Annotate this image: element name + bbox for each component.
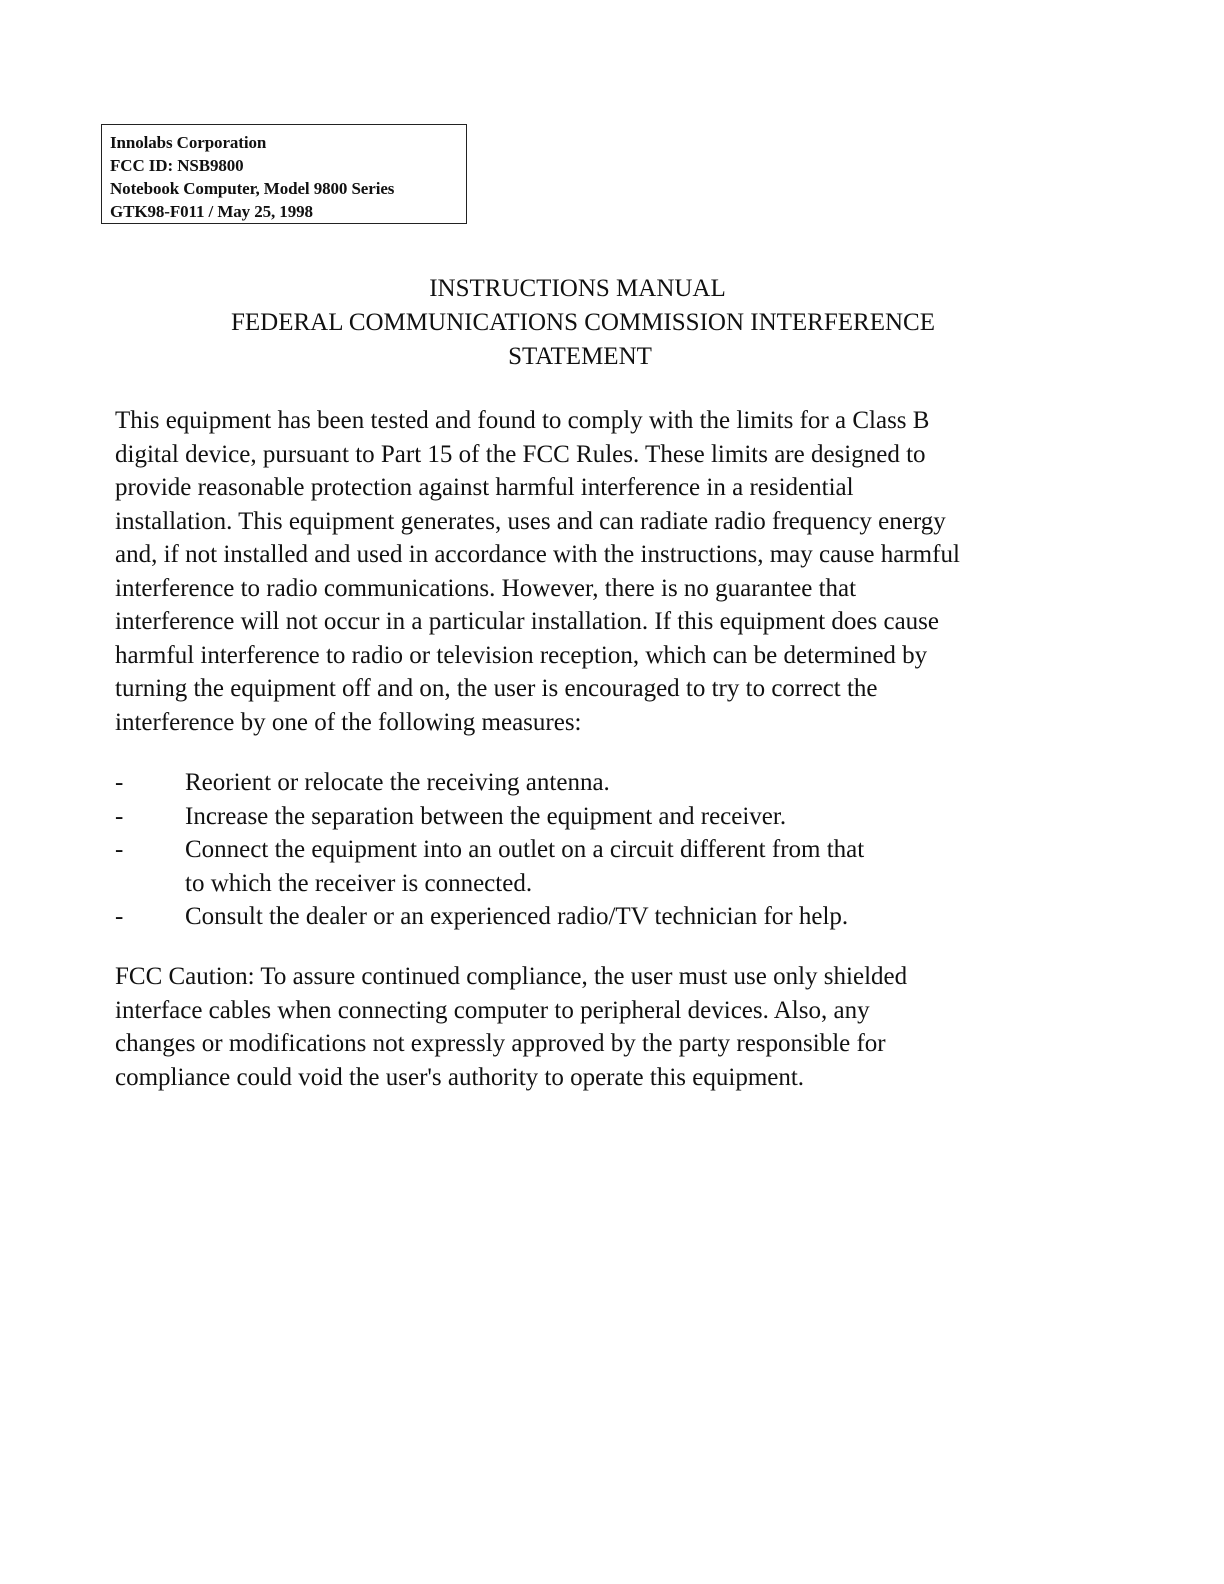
bullet-dash: - bbox=[115, 836, 124, 863]
fcc-id: FCC ID: NSB9800 bbox=[110, 156, 244, 175]
list-item bbox=[115, 800, 1035, 834]
paragraph-line: interference will not occur in a particular installation. If this equipment does cause bbox=[115, 608, 940, 635]
product-model: Notebook Computer, Model 9800 Series bbox=[110, 179, 395, 198]
paragraph-line: interference to radio communications. However, there is no guarantee that bbox=[115, 574, 857, 602]
paragraph-line: changes or modifications not expressly approved by the party responsible for bbox=[115, 1030, 886, 1057]
list-item bbox=[115, 766, 1035, 800]
paragraph-line: This equipment has been tested and found to comply with the limits for a Class B bbox=[115, 407, 930, 434]
paragraph-line: compliance could void the user's authority to operate this equipment. bbox=[115, 1063, 805, 1091]
list-item-text: Consult the dealer or an experienced radio/TV technician for help. bbox=[185, 903, 849, 930]
document-id-box bbox=[101, 124, 467, 224]
list-item bbox=[115, 900, 1035, 934]
paragraph-line: harmful interference to radio or television reception, which can be determined by bbox=[115, 641, 928, 669]
list-item-text: Connect the equipment into an outlet on a circuit different from that bbox=[185, 836, 865, 863]
paragraph-line: digital device, pursuant to Part 15 of the FCC Rules. These limits are designed to bbox=[115, 440, 926, 468]
interference-statement-paragraph bbox=[115, 404, 1035, 739]
paragraph-line: FCC Caution: To assure continued compliance, the user must use only shielded bbox=[115, 963, 908, 990]
list-item-text: Increase the separation between the equipment and receiver. bbox=[185, 802, 787, 830]
paragraph-line: interface cables when connecting computer to peripheral devices. Also, any bbox=[115, 996, 870, 1024]
document-title: INSTRUCTIONS MANUAL bbox=[429, 275, 726, 302]
list-item bbox=[115, 833, 1035, 900]
bullet-dash: - bbox=[115, 903, 124, 930]
measures-list bbox=[115, 766, 1035, 934]
bullet-dash: - bbox=[115, 802, 124, 830]
document-subtitle: FEDERAL COMMUNICATIONS COMMISSION INTERFERENCE bbox=[231, 309, 935, 336]
fcc-caution-paragraph bbox=[115, 960, 1035, 1094]
list-item-text-continued: to which the receiver is connected. bbox=[185, 869, 533, 897]
paragraph-line: provide reasonable protection against harmful interference in a residential bbox=[115, 474, 854, 501]
paragraph-line: installation. This equipment generates, uses and can radiate radio frequency energy bbox=[115, 507, 946, 535]
paragraph-line: and, if not installed and used in accordance with the instructions, may cause harmful bbox=[115, 541, 960, 568]
bullet-dash: - bbox=[115, 769, 124, 796]
document-subtitle-continued: STATEMENT bbox=[508, 343, 652, 370]
paragraph-line: interference by one of the following measures: bbox=[115, 708, 582, 736]
paragraph-line: turning the equipment off and on, the user is encouraged to try to correct the bbox=[115, 675, 878, 702]
company-name: Innolabs Corporation bbox=[110, 133, 267, 152]
list-item-text: Reorient or relocate the receiving antenna. bbox=[185, 769, 610, 796]
report-number-date: GTK98-F011 / May 25, 1998 bbox=[110, 202, 313, 221]
